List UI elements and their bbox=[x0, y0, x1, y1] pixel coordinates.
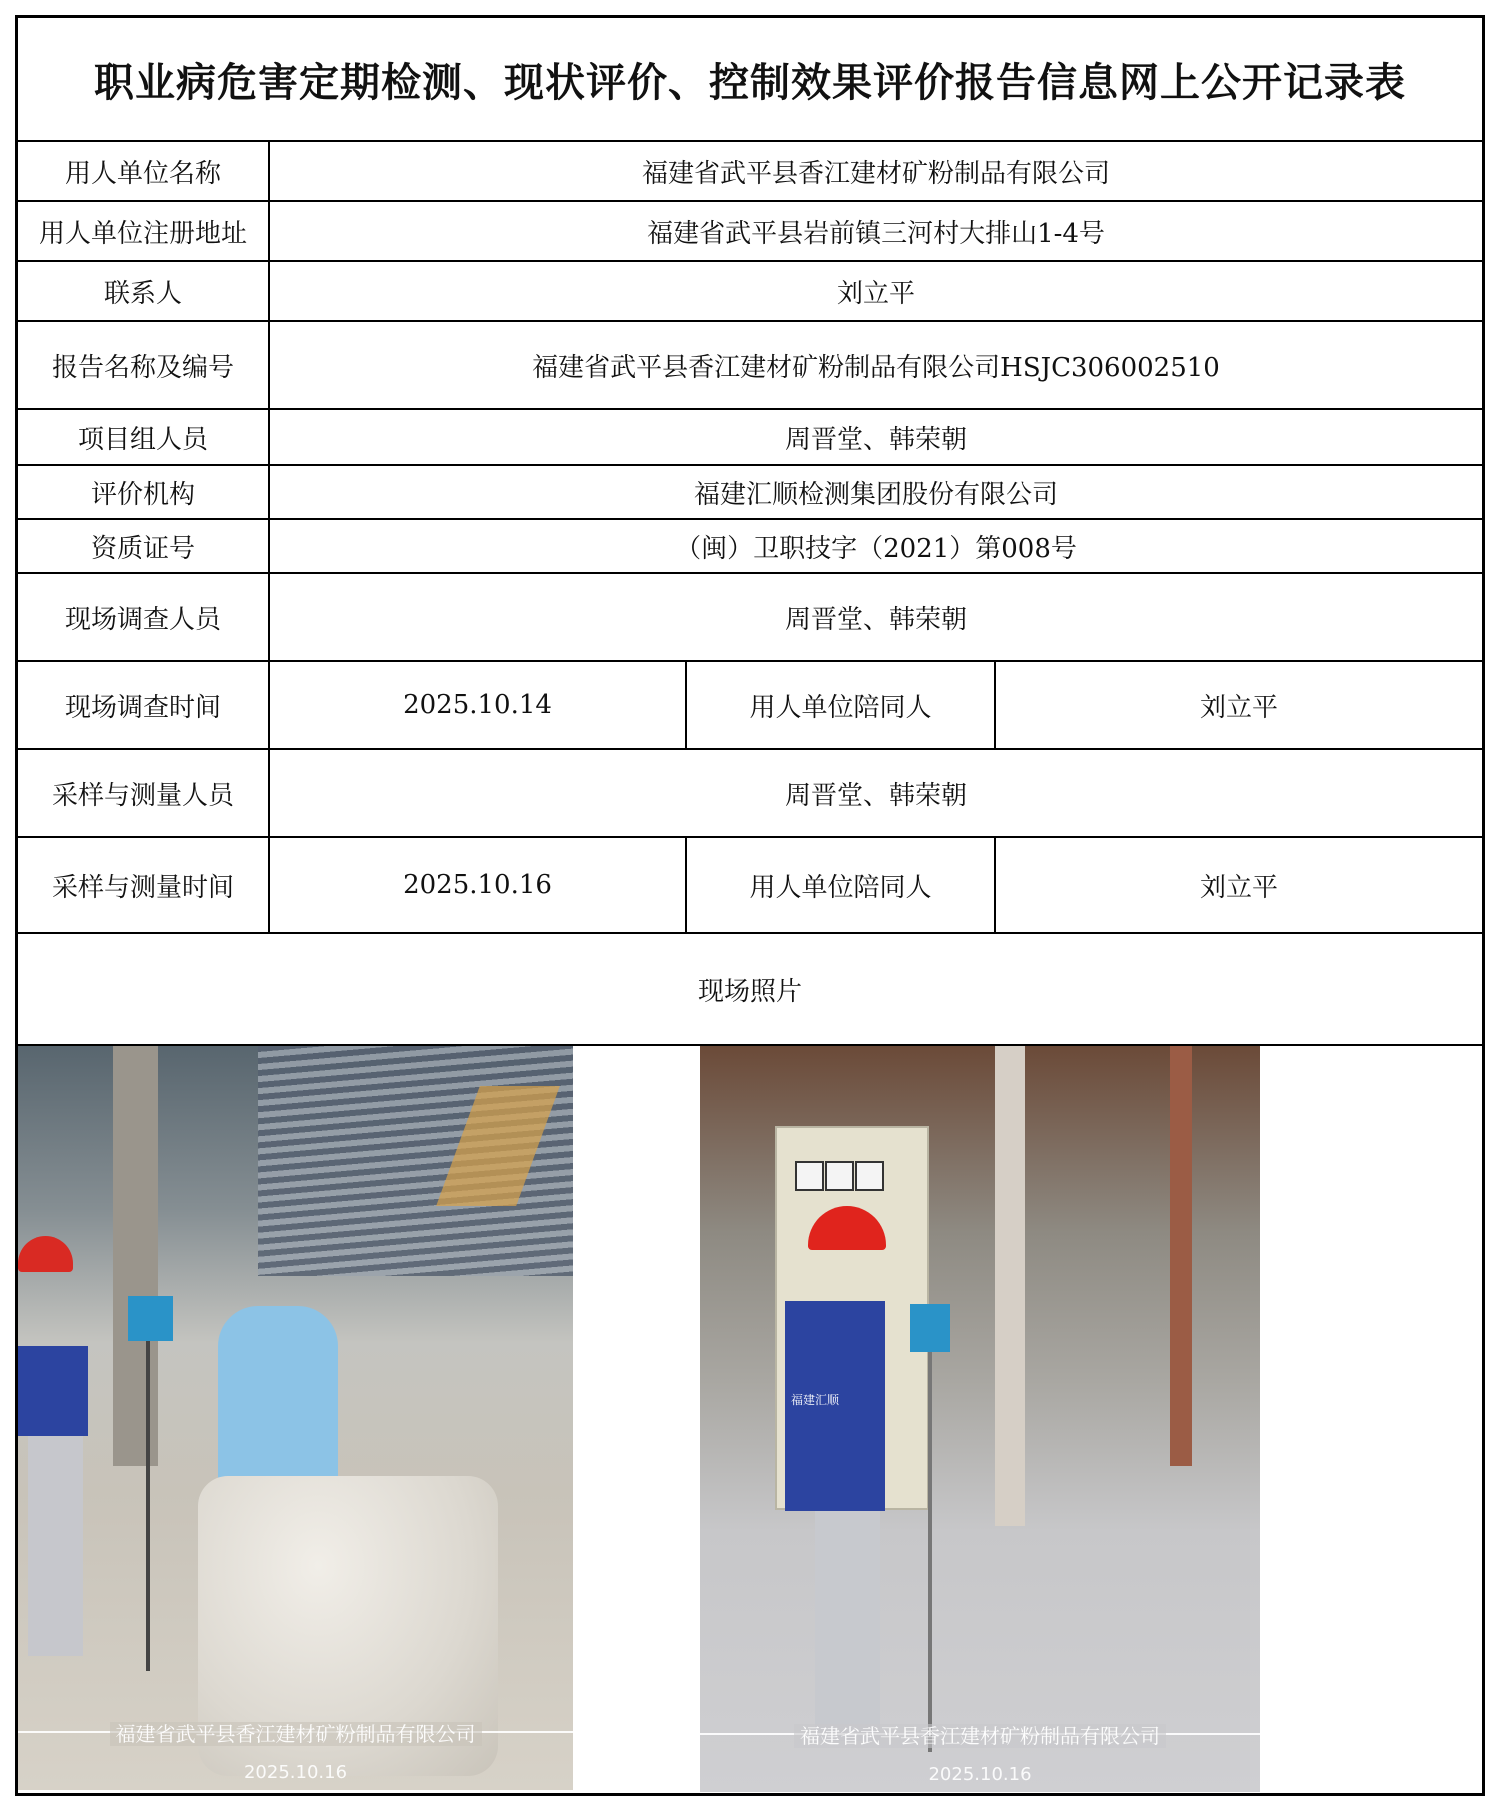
pipe bbox=[995, 1046, 1025, 1526]
label-employer-name: 用人单位名称 bbox=[64, 158, 221, 189]
trousers bbox=[28, 1436, 83, 1656]
site-photo-2 bbox=[700, 1046, 1260, 1792]
red-helmet bbox=[18, 1236, 73, 1272]
page-title: 职业病危害定期检测、现状评价、控制效果评价报告信息网上公开记录表 bbox=[94, 58, 1406, 106]
value-certificate-no: （闽）卫职技字（2021）第008号 bbox=[675, 533, 1077, 564]
label-contact: 联系人 bbox=[103, 278, 182, 309]
value-survey-staff: 周晋堂、韩荣朝 bbox=[784, 604, 967, 635]
gauge bbox=[855, 1161, 884, 1191]
gauge bbox=[825, 1161, 854, 1191]
pipe bbox=[1170, 1046, 1192, 1466]
label-survey-time: 现场调查时间 bbox=[64, 692, 221, 723]
site-photo-1 bbox=[18, 1046, 573, 1790]
label-report-name: 报告名称及编号 bbox=[51, 352, 234, 383]
value-survey-companion: 刘立平 bbox=[1199, 692, 1278, 723]
label-survey-companion: 用人单位陪同人 bbox=[749, 692, 932, 723]
value-employer-name: 福建省武平县香江建材矿粉制品有限公司 bbox=[641, 158, 1110, 189]
photos-section-label: 现场照片 bbox=[697, 976, 802, 1007]
blue-vest bbox=[18, 1346, 88, 1436]
label-evaluation-org: 评价机构 bbox=[90, 479, 195, 510]
value-sampling-time: 2025.10.16 bbox=[403, 870, 552, 900]
sampler-device bbox=[910, 1304, 950, 1352]
value-project-team: 周晋堂、韩荣朝 bbox=[784, 424, 967, 455]
watermark-company: 福建省武平县香江建材矿粉制品有限公司 bbox=[18, 1718, 573, 1747]
value-evaluation-org: 福建汇顺检测集团股份有限公司 bbox=[693, 479, 1058, 510]
sampler-device bbox=[128, 1296, 173, 1341]
blue-vest bbox=[785, 1301, 885, 1511]
trousers bbox=[815, 1511, 880, 1741]
watermark-date: 2025.10.16 bbox=[928, 1764, 1032, 1785]
label-sampling-staff: 采样与测量人员 bbox=[51, 780, 234, 811]
vest-logo-text: 福建汇顺 bbox=[791, 1393, 840, 1407]
label-sampling-time: 采样与测量时间 bbox=[51, 872, 234, 903]
watermark-company: 福建省武平县香江建材矿粉制品有限公司 bbox=[700, 1720, 1260, 1749]
label-registered-address: 用人单位注册地址 bbox=[38, 218, 247, 249]
watermark-date: 2025.10.16 bbox=[243, 1762, 348, 1783]
label-certificate-no: 资质证号 bbox=[90, 533, 195, 564]
tripod bbox=[928, 1352, 932, 1752]
value-survey-time: 2025.10.14 bbox=[403, 690, 552, 720]
value-sampling-companion: 刘立平 bbox=[1199, 872, 1278, 903]
tripod bbox=[146, 1341, 150, 1671]
value-registered-address: 福建省武平县岩前镇三河村大排山1-4号 bbox=[647, 218, 1105, 249]
value-report-name: 福建省武平县香江建材矿粉制品有限公司HSJC306002510 bbox=[532, 352, 1220, 383]
record-table bbox=[15, 15, 1485, 1796]
pillar bbox=[113, 1046, 158, 1466]
value-contact: 刘立平 bbox=[836, 278, 915, 309]
label-sampling-companion: 用人单位陪同人 bbox=[749, 872, 932, 903]
label-project-team: 项目组人员 bbox=[77, 424, 208, 455]
label-survey-staff: 现场调查人员 bbox=[64, 604, 221, 635]
gauge bbox=[795, 1161, 824, 1191]
value-sampling-staff: 周晋堂、韩荣朝 bbox=[784, 780, 967, 811]
